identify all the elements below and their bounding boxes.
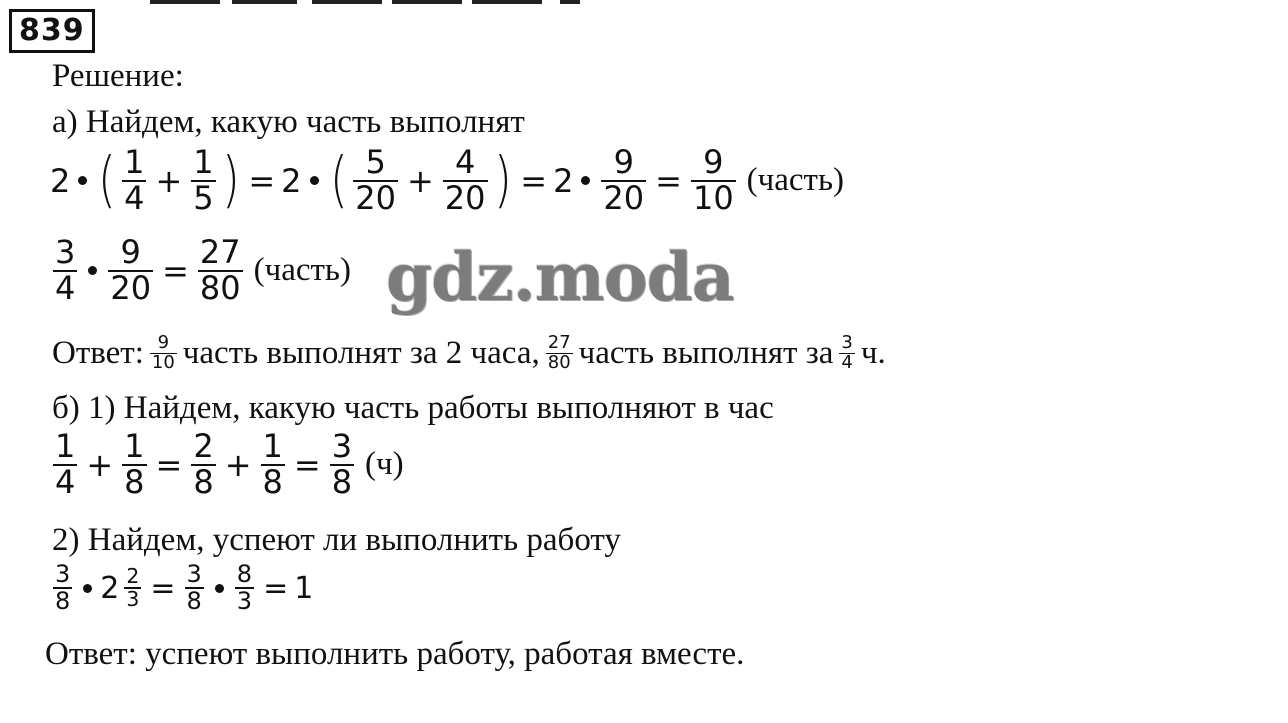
mult-dot [88, 266, 97, 275]
problem-number: 839 [9, 9, 95, 53]
fraction: $\frac{3}{4}$ [55, 233, 76, 307]
coef: 2 [50, 161, 71, 200]
part-a-intro: а) Найдем, какую часть выполнят [52, 104, 525, 140]
plus: + [86, 445, 114, 484]
coef: 2 [281, 161, 302, 200]
right-paren: ) [221, 145, 240, 216]
unit-label: (часть) [253, 252, 351, 289]
plus: + [406, 161, 434, 200]
part-b-step2: 2) Найдем, успеют ли выполнить работу [52, 522, 621, 558]
equals: = [520, 161, 548, 200]
answer-suffix: ч. [860, 334, 886, 371]
fraction: $\frac{5}{20}$ [355, 143, 396, 217]
answer-text: часть выполнят за [578, 334, 834, 371]
fraction: $\frac{3}{4}$ [841, 332, 853, 373]
fraction: $\frac{27}{80}$ [547, 332, 571, 373]
equation-a1 [50, 143, 845, 217]
result: 1 [294, 570, 314, 606]
mult-dot [83, 584, 92, 593]
fraction: $\frac{9}{20}$ [603, 143, 645, 217]
watermark: gdz.moda [386, 238, 734, 316]
plus: + [155, 161, 183, 200]
equals: = [155, 445, 183, 484]
answer-prefix: Ответ: [52, 334, 144, 371]
plus: + [224, 445, 252, 484]
answer-b: Ответ: успеют выполнить работу, работая вместе. [45, 636, 745, 672]
mixed-number: 2 $\frac{2}{3}$ [100, 563, 140, 612]
part-b-step1: б) 1) Найдем, какую часть работы выполняют в час [52, 390, 774, 426]
equals: = [248, 161, 276, 200]
mult-dot [310, 176, 319, 185]
equation-b2 [50, 562, 313, 614]
fraction: $\frac{1}{5}$ [193, 143, 214, 217]
fraction: $\frac{27}{80}$ [199, 233, 241, 307]
fraction: $\frac{1}{8}$ [262, 427, 283, 501]
fraction: $\frac{1}{8}$ [124, 427, 145, 501]
fraction: $\frac{3}{8}$ [186, 560, 202, 616]
fraction: $\frac{9}{10}$ [151, 332, 175, 373]
left-paren: ( [329, 145, 348, 216]
fraction: $\frac{4}{20}$ [444, 143, 486, 217]
equals: = [162, 251, 189, 290]
fraction: $\frac{1}{4}$ [124, 143, 145, 217]
unit-label: (ч) [365, 446, 404, 483]
solution-heading: Решение: [52, 58, 184, 94]
equals: = [293, 445, 321, 484]
equals: = [263, 570, 289, 606]
fraction: $\frac{9}{10}$ [692, 143, 734, 217]
equals: = [655, 161, 682, 200]
equation-a2 [50, 233, 351, 307]
fraction: $\frac{3}{8}$ [55, 560, 71, 616]
answer-text: часть выполнят за 2 часа, [182, 334, 540, 371]
fraction: $\frac{1}{4}$ [55, 427, 76, 501]
fraction: $\frac{8}{3}$ [236, 560, 253, 616]
coef: 2 [553, 161, 574, 200]
mult-dot [78, 176, 87, 185]
fraction: $\frac{9}{20}$ [110, 233, 152, 307]
fraction: $\frac{2}{8}$ [193, 427, 214, 501]
equation-b1 [50, 427, 404, 501]
answer-a [52, 334, 886, 373]
left-paren: ( [98, 145, 117, 216]
fraction: $\frac{3}{8}$ [331, 427, 353, 501]
mult-dot [215, 584, 224, 593]
mult-dot [581, 176, 590, 185]
equals: = [150, 570, 176, 606]
top-edge-marks [0, 0, 620, 6]
right-paren: ) [493, 145, 512, 216]
unit-label: (часть) [746, 162, 845, 199]
